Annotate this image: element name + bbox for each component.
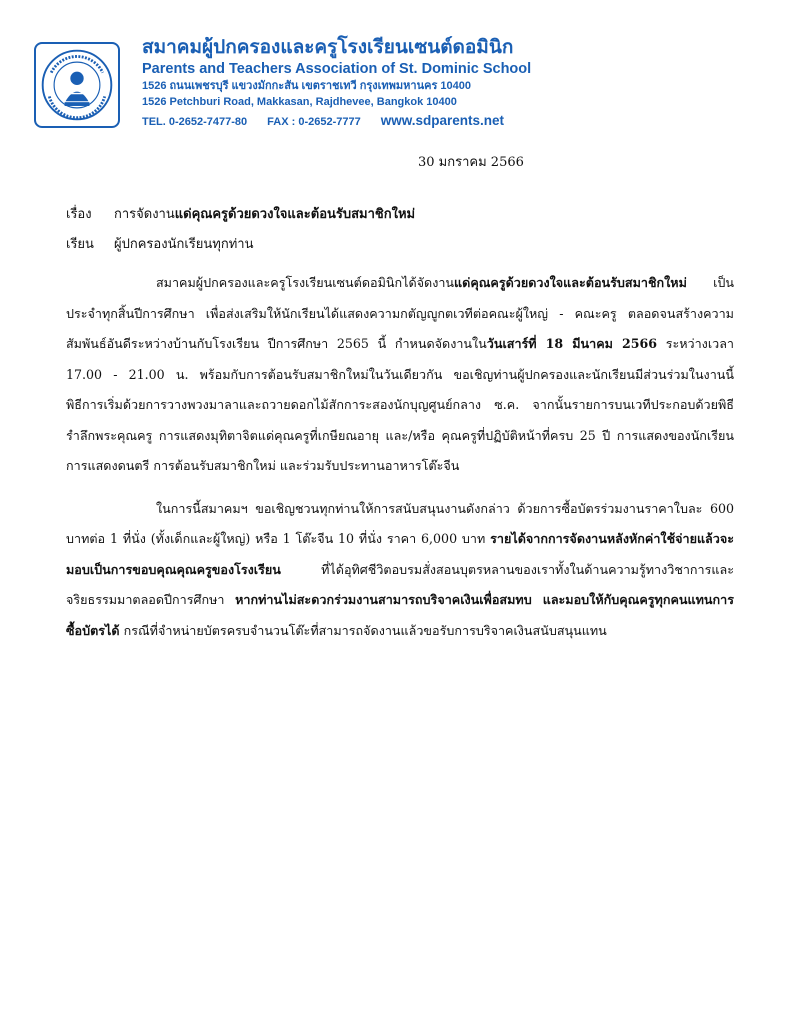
p2-text-e: กรณีที่จำหน่ายบัตรครบจำนวนโต๊ะที่สามารถจัดงานแล้วขอรับการบริจาคเงินสนับสนุนแทน [119, 622, 607, 638]
association-logo [34, 42, 120, 128]
letter-body [66, 268, 734, 646]
subject-line [66, 203, 415, 224]
p2-bold-donation: หากท่านไม่สะดวกร่วมงานสามารถบริจาคเงินเพื่อสมทบ และมอบให้กับคุณครูทุกคนแทนการซื้อบัตรได้ [66, 592, 734, 638]
paragraph-2 [66, 494, 734, 647]
website-link[interactable]: www.sdparents.net [380, 113, 505, 128]
telephone: TEL. 0-2652-7477-80 [142, 116, 248, 128]
dominic-emblem-icon [36, 44, 118, 126]
p1-text-a: สมาคมผู้ปกครองและครูโรงเรียนเซนต์ดอมินิกได้จัดงาน [156, 275, 455, 290]
letterhead [142, 36, 762, 131]
p1-bold-event-name: แด่คุณครูด้วยดวงใจและต้อนรับสมาชิกใหม่ [454, 275, 687, 290]
subject-bold-text: แด่คุณครูด้วยดวงใจและต้อนรับสมาชิกใหม่ [174, 207, 416, 222]
address-thai: 1526 ถนนเพชรบุรี แขวงมักกะสัน เขตราชเทวี กรุงเทพมหานคร 10400 [142, 80, 472, 92]
salutation-line [66, 233, 253, 254]
letter-date: 30 มกราคม 2566 [418, 155, 524, 170]
p2-text-a: ในการนี้สมาคมฯ ขอเชิญชวนทุกท่านให้การสนับสนุนงานดังกล่าว ด้วยการซื้อบัตรร่วมงานราคาใบละ 600 บาทต่อ 1 ที่นั่ง (ทั้งเด็กและผู้ใหญ่) หรือ 1 โต๊ะจีน 10 ที่นั่ง ราคา 6,000 บาท [66, 500, 734, 546]
salutation-label: เรียน [66, 237, 94, 252]
p2-bold-proceeds: รายได้จากการจัดงานหลังหักค่าใช้จ่ายแล้วจะมอบเป็นการขอบคุณคุณครูของโรงเรียน [66, 531, 734, 577]
salutation-text: ผู้ปกครองนักเรียนทุกท่าน [114, 237, 254, 252]
contact-line [142, 112, 762, 131]
org-name-english: Parents and Teachers Association of St. Dominic School [142, 61, 532, 77]
subject-text: การจัดงาน [114, 207, 175, 222]
paragraph-1 [66, 268, 734, 482]
p2-text-c: ที่ได้อุทิศชีวิตอบรมสั่งสอนบุตรหลานของเราทั้งในด้านความรู้ทางวิชาการและจริยธรรมมาตลอดปีการศึกษา [66, 561, 734, 607]
address-english: 1526 Petchburi Road, Makkasan, Rajdhevee, Bangkok 10400 [142, 96, 457, 108]
p1-text-e: ระหว่างเวลา 17.00 - 21.00 น. พร้อมกับการต้อนรับสมาชิกใหม่ในวันเดียวกัน ขอเชิญท่านผู้ปกครองและนักเรียนมีส่วนร่วมในงานนี้ พิธีการเริ่มด้วยการวางพวงมาลาและถวายดอกไม้สักการะสองนักบุญศูนย์กลาง ซ.ค. จากนั้นรายการบนเวทีประกอบด้วยพิธีรำลึกพระคุณครู การแสดงมุทิตาจิตแด่คุณครูที่เกษียณอายุ และ/หรือ คุณครูที่ปฏิบัติหน้าที่ครบ 25 ปี การแสดงของนักเรียน การแสดงดนตรี การต้อนรับสมาชิกใหม่ และร่วมรับประทานอาหารโต๊ะจีน [66, 336, 735, 473]
p1-bold-event-date: วันเสาร์ที่ 18 มีนาคม 2566 [486, 336, 658, 351]
subject-label: เรื่อง [66, 207, 92, 222]
org-name-thai: สมาคมผู้ปกครองและครูโรงเรียนเซนต์ดอมินิก [142, 37, 514, 58]
fax: FAX : 0-2652-7777 [267, 116, 361, 128]
p1-text-c: เป็นประจำทุกสิ้นปีการศึกษา เพื่อส่งเสริมให้นักเรียนได้แสดงความกตัญญูกตเวทีต่อคณะผู้ใหญ่ - คณะครู ตลอดจนสร้างความสัมพันธ์อันดีระหว่างบ้านกับโรงเรียน ปีการศึกษา 2565 นี้ กำหนดจัดงานใน [66, 275, 734, 351]
